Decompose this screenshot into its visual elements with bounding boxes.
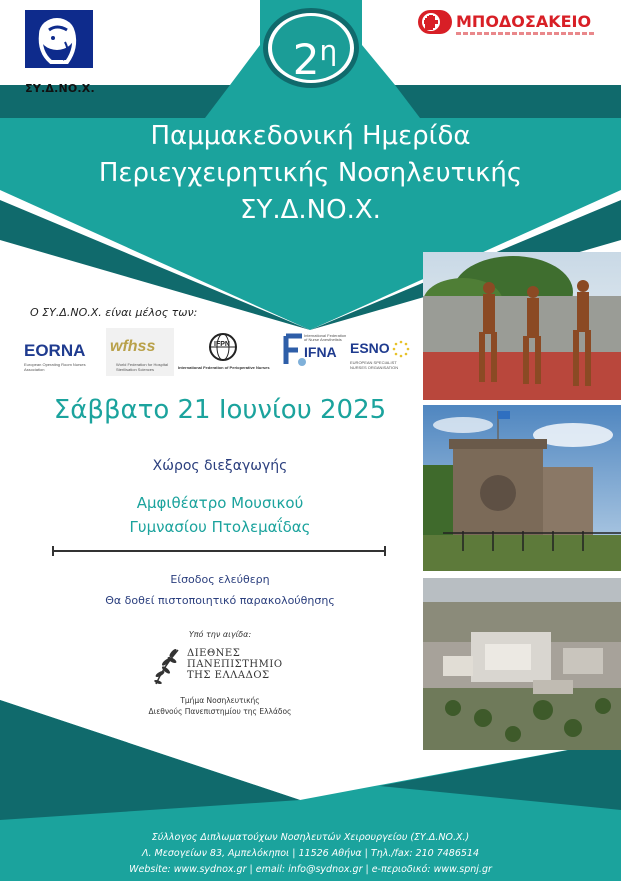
castle-image [423,405,621,571]
sculpture-photo [423,252,621,400]
ifpn-logo: IFPN International Federation of Perioperative Nurses [178,328,278,376]
bodosakeio-name: ΜΠΟΔΟΣΑΚΕΙΟ [456,12,592,31]
edition-number: 2 [292,35,320,84]
event-title [40,118,581,229]
sculpture-image [423,252,621,400]
department-name: Τμήμα Νοσηλευτικής Διεθνούς Πανεπιστημίου της Ελλάδος [148,696,292,716]
sydnox-logo-label: ΣΥ.Δ.ΝΟ.Χ. [25,82,95,95]
bodosakeio-logo [418,10,594,38]
title-line-2: Περιεγχειρητικής Νοσηλευτικής [98,158,523,188]
divider [52,550,386,552]
event-date: Σάββατο 21 Ιουνίου 2025 [53,395,387,425]
members-label: Ο ΣΥ.Δ.ΝΟ.Χ. είναι μέλος των: [30,306,198,319]
sydnox-emblem-icon [27,12,91,66]
ifna-logo: IFNA International Federation of Nurse Anesthetists [280,328,350,376]
hospital-image [423,578,621,750]
venue-name [20,491,420,539]
wfhss-logo: wfhss World Federation for Hospital Sterilisation Sciences [106,328,174,376]
footer-org-name: Σύλλογος Διπλωματούχων Νοσηλευτών Χειρουργείου (ΣΥ.Δ.ΝΟ.Χ.) [151,832,470,843]
footer-address: Λ. Μεσογείων 83, Αμπελόκηποι | 11526 Αθήνα | Τηλ./fax: 210 7486514 [141,848,480,859]
footer-web: Website: www.sydnox.gr | email: info@sydnox.gr | e-περιοδικό: www.spnj.gr [129,864,492,875]
edition-badge [263,8,359,88]
ifna-emblem-icon [282,332,306,368]
sydnox-logo [25,10,93,68]
castle-photo [423,405,621,571]
olive-branch-icon [150,646,184,686]
esno-logo: ESNO EUROPEAN SPECIALIST NURSES ORGANISATION [350,328,414,376]
entry-line-2: Θα δοθεί πιστοποιητικό παρακολούθησης [105,594,335,607]
member-organizations [22,328,418,376]
hospital-aerial-photo [423,578,621,750]
entry-info [20,569,420,611]
bodosakeio-subtitle-lines [456,32,594,35]
title-line-3: ΣΥ.Δ.ΝΟ.Χ. [240,195,381,225]
aegis-label: Υπό την αιγίδα: [188,630,252,639]
ihu-name: ΔΙΕΘΝΕΣ ΠΑΝΕΠΙΣΤΗΜΙΟ ΤΗΣ ΕΛΛΑΔΟΣ [187,648,283,681]
entry-line-1: Είσοδος ελεύθερη [170,573,270,586]
footer-contact [0,830,621,878]
eorna-logo: EORNA European Operating Room Nurses Association [24,341,86,372]
venue-line-1: Αμφιθέατρο Μουσικού [136,494,304,512]
eu-stars-icon [392,340,410,358]
title-line-1: Παμμακεδονική Ημερίδα [150,121,471,151]
edition-suffix: η [319,34,338,67]
venue-label: Χώρος διεξαγωγής [152,458,288,474]
venue-line-2: Γυμνασίου Πτολεμαΐδας [129,518,311,536]
ihu-logo [150,646,290,688]
